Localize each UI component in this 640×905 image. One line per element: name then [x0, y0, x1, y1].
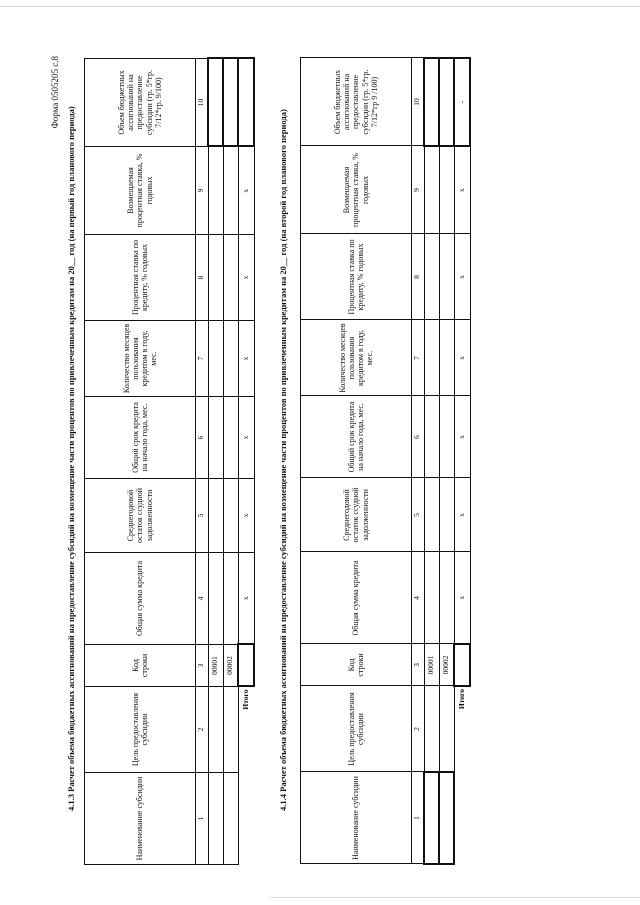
table-row	[208, 59, 223, 865]
row-code: 00001	[424, 644, 439, 686]
total-cell: x	[238, 321, 254, 397]
total-row	[454, 58, 470, 864]
col-number: 3	[412, 644, 425, 686]
input-cell[interactable]	[439, 234, 454, 320]
section-2-table	[300, 57, 471, 865]
input-cell[interactable]	[424, 396, 439, 478]
total-cell: x	[238, 235, 254, 321]
header-cell: Код строки	[85, 645, 196, 687]
col-number: 10	[412, 58, 425, 146]
input-cell[interactable]	[439, 478, 454, 552]
col-number: 8	[196, 235, 209, 321]
input-cell[interactable]	[208, 773, 223, 865]
input-cell[interactable]	[208, 59, 223, 147]
input-cell[interactable]	[439, 396, 454, 478]
column-number-row	[196, 59, 209, 865]
section-1-title: 4.1.3 Расчет объема бюджетных ассигнований на предоставление субсидий на возмещение части процентов по привлеченным кредитам на 20__ год (на первый год планового периода)	[66, 106, 76, 811]
header-cell: Общий срок кредита на начало года, мес.	[301, 396, 412, 478]
input-cell[interactable]	[223, 235, 238, 321]
form-code: Форма 0505205 с.8	[50, 56, 60, 129]
header-cell: Общая сумма кредита	[301, 552, 412, 644]
col-number: 6	[412, 396, 425, 478]
header-cell: Объем бюджетных ассигнований на предоставление субсидии (гр. 5*гр. 7/12*гр 9 /100)	[301, 58, 412, 146]
input-cell[interactable]	[223, 147, 238, 235]
col-number: 1	[412, 772, 425, 864]
input-cell[interactable]	[424, 772, 439, 864]
col-number: 5	[196, 479, 209, 553]
column-number-row	[412, 58, 425, 864]
input-cell[interactable]	[439, 552, 454, 644]
col-number: 8	[412, 234, 425, 320]
table-row	[424, 58, 439, 864]
total-cell: x	[454, 478, 470, 552]
header-cell: Наименование субсидии	[301, 772, 412, 864]
col-number: 2	[412, 686, 425, 772]
input-cell[interactable]	[223, 553, 238, 645]
table-header-row	[85, 59, 196, 865]
total-cell: x	[238, 553, 254, 645]
total-cell: x	[454, 146, 470, 234]
total-cell	[238, 59, 254, 147]
total-cell: x	[454, 552, 470, 644]
col-number: 5	[412, 478, 425, 552]
input-cell[interactable]	[424, 234, 439, 320]
input-cell[interactable]	[223, 479, 238, 553]
section-1-table	[84, 58, 255, 866]
total-label: Итого	[240, 689, 250, 710]
col-number: 3	[196, 645, 209, 687]
input-cell[interactable]	[424, 146, 439, 234]
total-cell: x	[238, 397, 254, 479]
input-cell[interactable]	[424, 58, 439, 146]
total-cell: x	[454, 320, 470, 396]
col-number: 9	[412, 146, 425, 234]
input-cell[interactable]	[424, 478, 439, 552]
header-cell: Возмещаемая процентная ставка, % годовых	[85, 147, 196, 235]
header-cell: Процентная ставка по кредиту, % годовых	[85, 235, 196, 321]
total-cell	[454, 644, 470, 686]
input-cell[interactable]	[208, 321, 223, 397]
blank-cell	[454, 772, 470, 864]
input-cell[interactable]	[439, 686, 454, 772]
col-number: 9	[196, 147, 209, 235]
table-row	[439, 58, 454, 864]
input-cell[interactable]	[223, 687, 238, 773]
header-cell: Цель предоставления субсидии	[85, 687, 196, 773]
header-cell: Общая сумма кредита	[85, 553, 196, 645]
col-number: 6	[196, 397, 209, 479]
header-cell: Количество месяцев пользования кредитом в году, мес.	[85, 321, 196, 397]
header-cell: Среднегодовой остаток ссудной задолженности	[301, 478, 412, 552]
input-cell[interactable]	[424, 552, 439, 644]
input-cell[interactable]	[208, 479, 223, 553]
header-cell: Цель предоставления субсидии	[301, 686, 412, 772]
total-cell: -	[454, 58, 470, 146]
input-cell[interactable]	[223, 59, 238, 147]
input-cell[interactable]	[223, 773, 238, 865]
total-cell	[238, 645, 254, 687]
input-cell[interactable]	[208, 235, 223, 321]
header-cell: Наименование субсидии	[85, 773, 196, 865]
header-cell: Общий срок кредита на начало года, мес.	[85, 397, 196, 479]
input-cell[interactable]	[208, 553, 223, 645]
header-cell: Возмещаемая процентная ставка, % годовых	[301, 146, 412, 234]
row-code: 00002	[439, 644, 454, 686]
col-number: 7	[412, 320, 425, 396]
section-2-title: 4.1.4 Расчет объема бюджетных ассигнований на предоставление субсидий на возмещение части процентов по привлеченным кредитам на 20__ год (на второй год планового периода)	[278, 109, 288, 811]
header-cell: Код строки	[301, 644, 412, 686]
input-cell[interactable]	[439, 146, 454, 234]
row-code: 00001	[208, 645, 223, 687]
table-header-row	[301, 58, 412, 864]
col-number: 7	[196, 321, 209, 397]
input-cell[interactable]	[424, 320, 439, 396]
input-cell[interactable]	[439, 320, 454, 396]
input-cell[interactable]	[439, 58, 454, 146]
input-cell[interactable]	[208, 147, 223, 235]
blank-cell	[238, 773, 254, 865]
col-number: 1	[196, 773, 209, 865]
input-cell[interactable]	[439, 772, 454, 864]
total-label: Итого	[456, 689, 466, 710]
col-number: 4	[412, 552, 425, 644]
input-cell[interactable]	[223, 321, 238, 397]
row-code: 00002	[223, 645, 238, 687]
total-cell: x	[454, 234, 470, 320]
header-cell: Объем бюджетных ассигнований на предоставление субсидии (гр. 5*гр. 7/12*гр. 9/100)	[85, 59, 196, 147]
header-cell: Процентная ставка по кредиту, % годовых	[301, 234, 412, 320]
total-cell: x	[238, 479, 254, 553]
total-cell: x	[454, 396, 470, 478]
table-row	[223, 59, 238, 865]
header-cell: Количество месяцев пользования кредитом в году, мес.	[301, 320, 412, 396]
input-cell[interactable]	[208, 687, 223, 773]
input-cell[interactable]	[208, 397, 223, 479]
total-cell: x	[238, 147, 254, 235]
header-cell: Среднегодовой остаток ссудной задолженности	[85, 479, 196, 553]
input-cell[interactable]	[223, 397, 238, 479]
col-number: 10	[196, 59, 209, 147]
total-row	[238, 59, 254, 865]
col-number: 2	[196, 687, 209, 773]
input-cell[interactable]	[424, 686, 439, 772]
col-number: 4	[196, 553, 209, 645]
